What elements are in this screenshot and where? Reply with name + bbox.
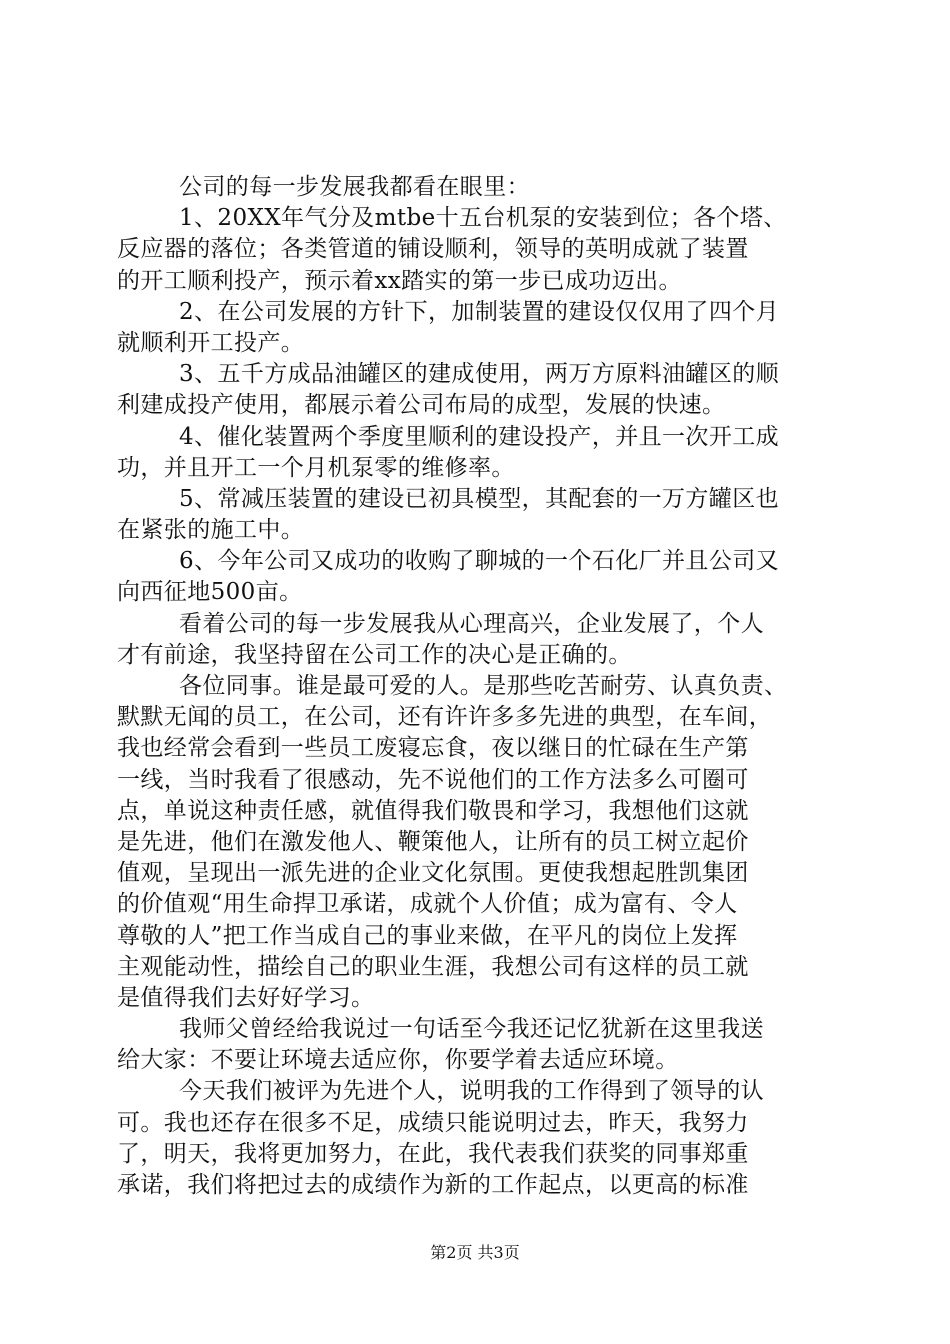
text-line: 在紧张的施工中。: [117, 517, 305, 544]
text-line: 利建成投产使用，都展示着公司布局的成型，发展的快速。: [117, 392, 726, 419]
text-line: 主观能动性，描绘自己的职业生涯，我想公司有这样的员工就: [117, 953, 749, 980]
text-line: 我师父曾经给我说过一句话至今我还记忆犹新在这里我送: [179, 1016, 764, 1043]
text-line: 一线，当时我看了很感动，先不说他们的工作方法多么可圈可: [117, 766, 749, 793]
text-line: 尊敬的人”把工作当成自己的事业来做，在平凡的岗位上发挥: [117, 922, 738, 949]
text-line: 的开工顺利投产，预示着xx踏实的第一步已成功迈出。: [117, 267, 682, 294]
page-footer: 第2页 共3页: [430, 1243, 520, 1262]
document-body: [117, 172, 833, 1201]
text-line: 公司的每一步发展我都看在眼里：: [179, 174, 530, 200]
text-line: 值观，呈现出一派先进的企业文化氛围。更使我想起胜凯集团: [117, 860, 749, 887]
text-line: 才有前途，我坚持留在公司工作的决心是正确的。: [117, 641, 632, 668]
text-line: 5、常减压装置的建设已初具模型，其配套的一万方罐区也: [179, 485, 780, 512]
text-line: 的价值观“用生命捍卫承诺，成就个人价值；成为富有、令人: [117, 891, 738, 918]
text-line: 默默无闻的员工，在公司，还有许许多多先进的典型，在车间，: [117, 704, 773, 731]
text-line: 可。我也还存在很多不足，成绩只能说明过去，昨天，我努力: [117, 1109, 749, 1136]
text-line: 看着公司的每一步发展我从心理高兴，企业发展了，个人: [179, 610, 764, 637]
text-line: 点，单说这种责任感，就值得我们敬畏和学习，我想他们这就: [117, 797, 749, 824]
text-line: 向西征地500亩。: [117, 579, 303, 606]
text-line: 给大家：不要让环境去适应你，你要学着去适应环境。: [117, 1047, 679, 1074]
text-line: 我也经常会看到一些员工废寝忘食，夜以继日的忙碌在生产第: [117, 735, 749, 762]
text-line: 3、五千方成品油罐区的建成使用，两万方原料油罐区的顺: [179, 361, 780, 388]
text-line: 4、催化装置两个季度里顺利的建设投产，并且一次开工成: [179, 423, 780, 450]
text-line: 各位同事。谁是最可爱的人。是那些吃苦耐劳、认真负责、: [179, 673, 788, 699]
text-line: 承诺，我们将把过去的成绩作为新的工作起点，以更高的标准: [117, 1172, 749, 1198]
text-line: 就顺利开工投产。: [117, 329, 305, 356]
text-line: 2、在公司发展的方针下，加制装置的建设仅仅用了四个月: [179, 298, 780, 325]
text-line: 是先进，他们在激发他人、鞭策他人，让所有的员工树立起价: [117, 828, 749, 855]
text-line: 今天我们被评为先进个人，说明我的工作得到了领导的认: [179, 1078, 764, 1105]
text-line: 功，并且开工一个月机泵零的维修率。: [117, 454, 515, 481]
text-line: 是值得我们去好好学习。: [117, 984, 375, 1011]
text-line: 反应器的落位；各类管道的铺设顺利，领导的英明成就了装置: [117, 236, 749, 263]
text-line: 1、20XX年气分及mtbe十五台机泵的安装到位；各个塔、: [179, 205, 787, 232]
text-line: 6、今年公司又成功的收购了聊城的一个石化厂并且公司又: [179, 548, 780, 575]
text-line: 了，明天，我将更加努力，在此，我代表我们获奖的同事郑重: [117, 1140, 749, 1167]
